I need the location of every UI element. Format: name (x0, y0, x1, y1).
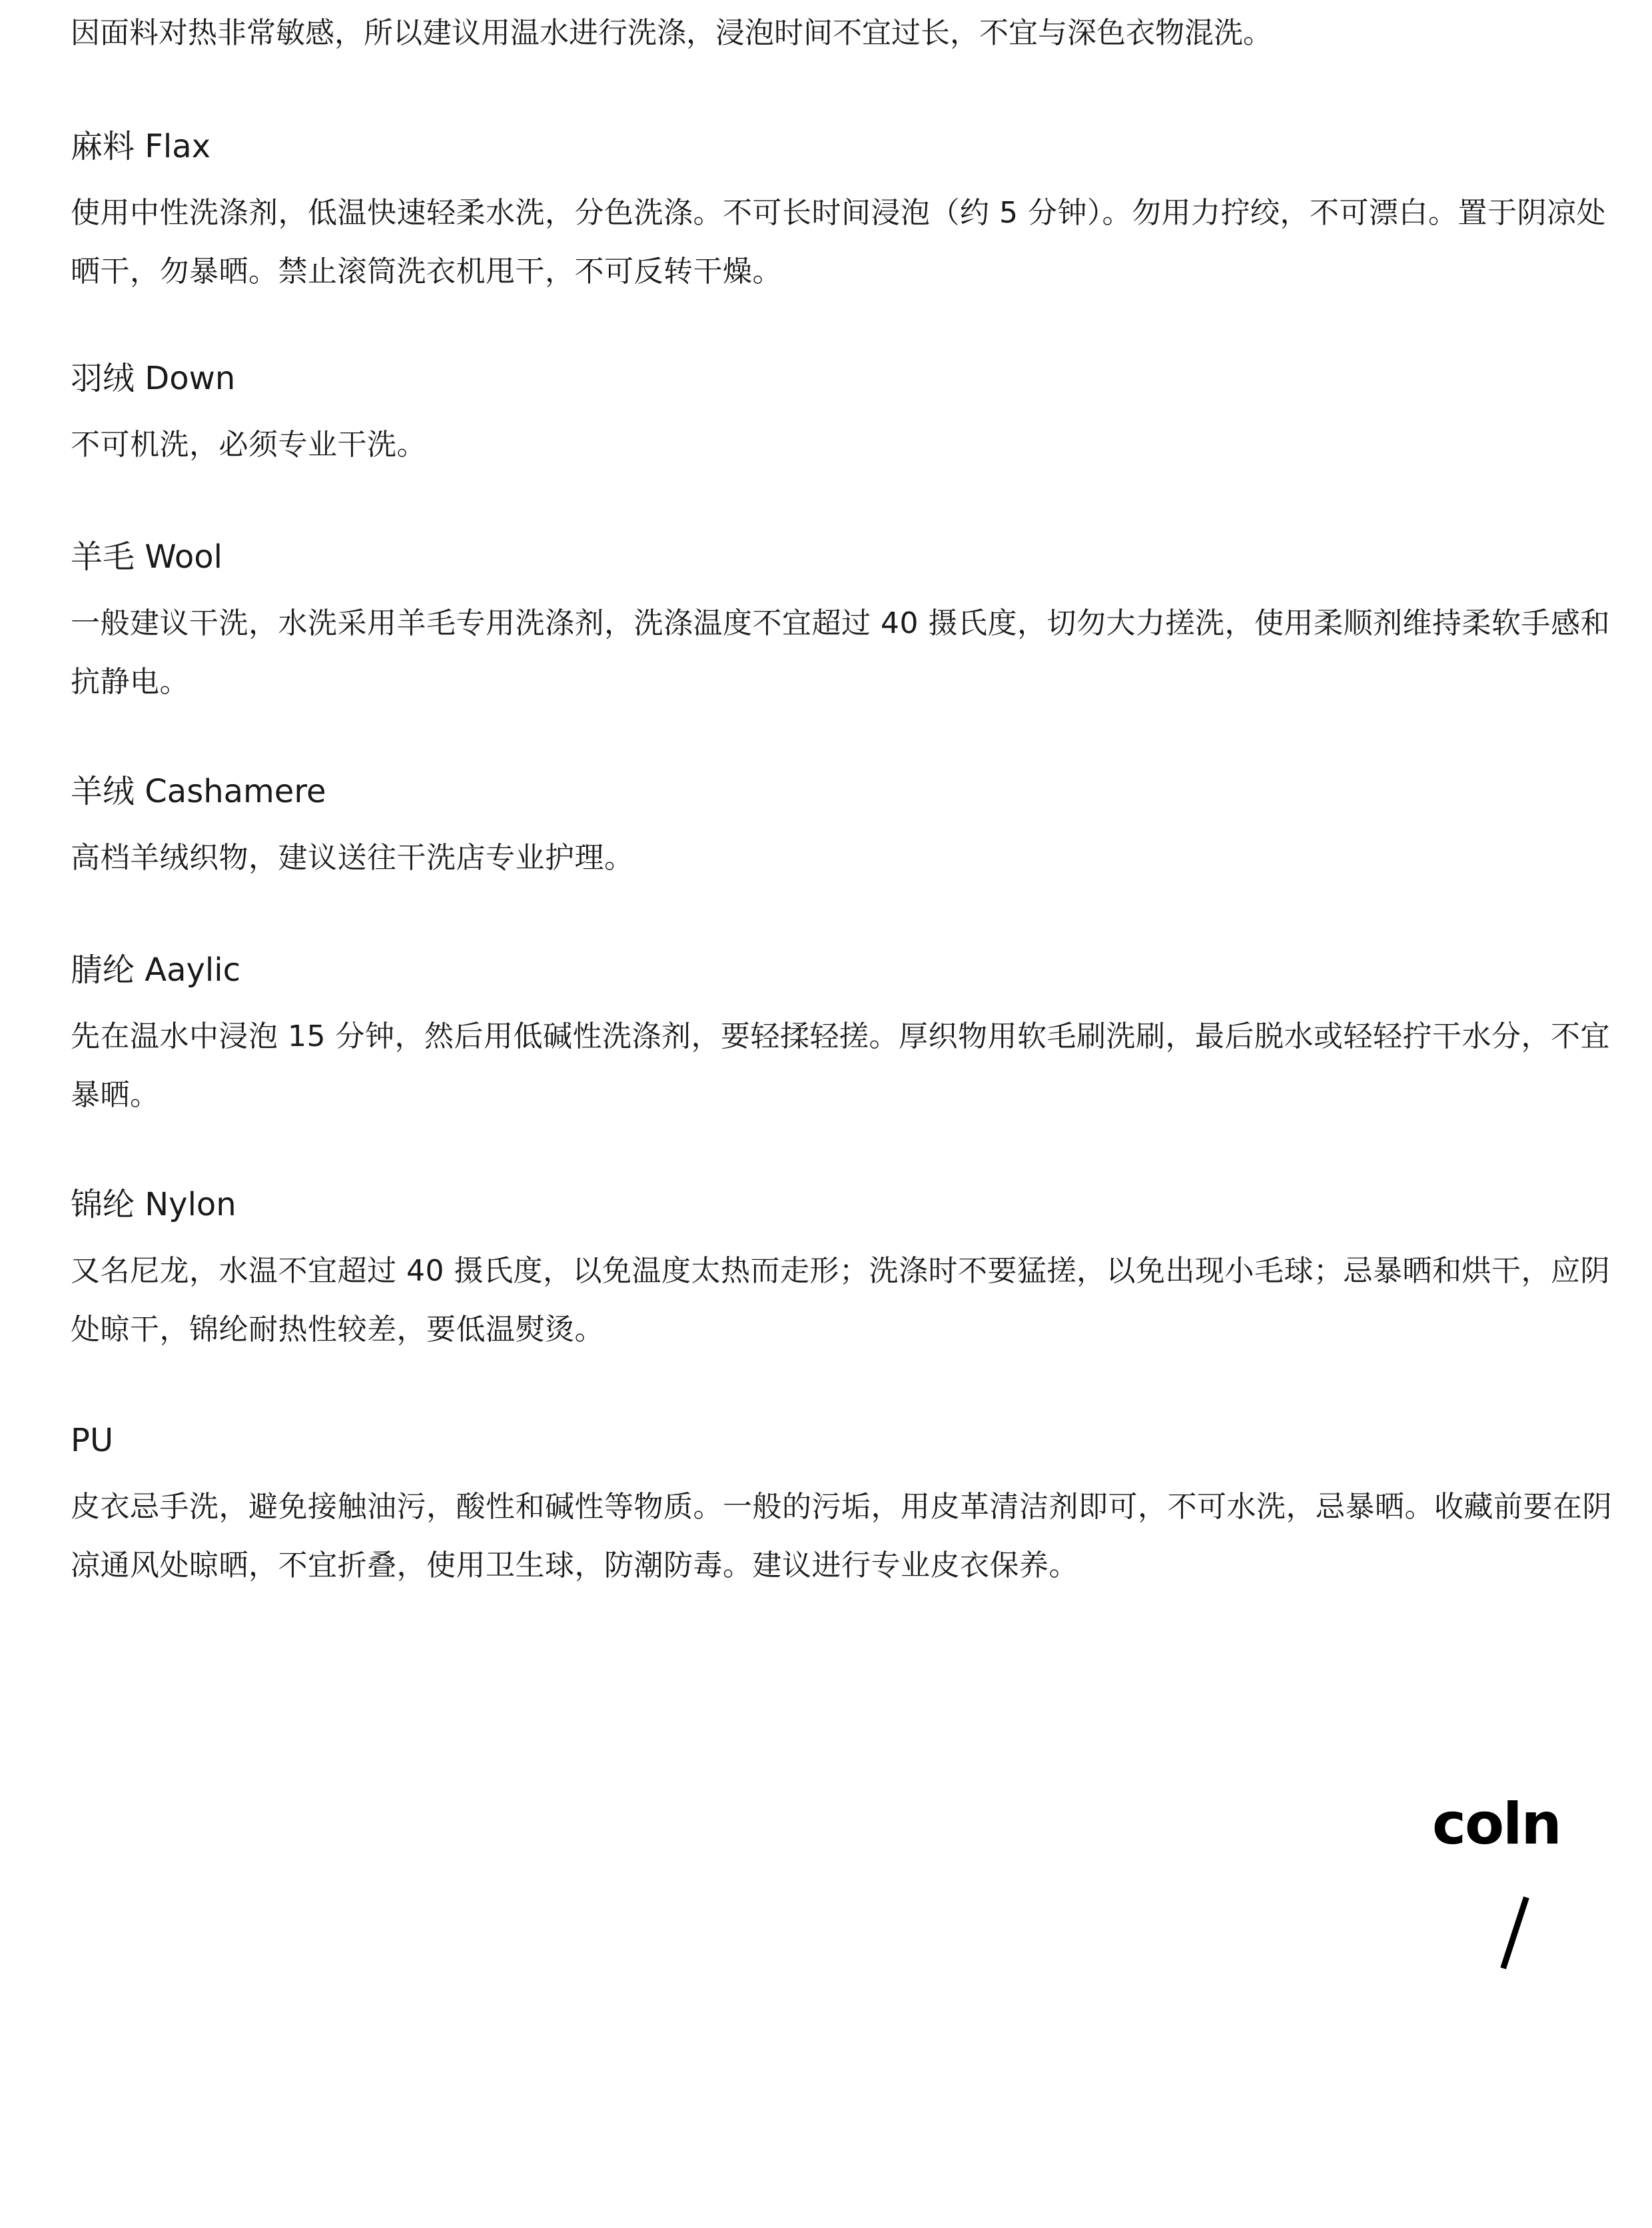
section-title-down: 羽绒 Down (71, 360, 236, 397)
section-title-flax: 麻料 Flax (71, 128, 211, 165)
section-flax (71, 125, 1616, 301)
section-title-pu: PU (71, 1422, 114, 1459)
section-body-nylon: 又名尼龙，水温不宜超过 40 摄氏度，以免温度太热而走形；洗涤时不要猛搓，以免出现小毛球；忌暴晒和烘干，应阴处晾干，锦纶耐热性较差，要低温熨烫。 (71, 1254, 1610, 1347)
section-down (71, 357, 1616, 474)
section-title-nylon: 锦纶 Nylon (71, 1186, 236, 1223)
section-nylon (71, 1183, 1616, 1359)
section-body-down: 不可机洗，必须专业干洗。 (71, 428, 426, 462)
brand-logo: coln (1432, 1791, 1561, 1858)
section-title-acrylic: 腈纶 Aaylic (71, 951, 240, 989)
section-acrylic (71, 949, 1616, 1125)
brand-slash-mark (1495, 1896, 1535, 1969)
section-pu (71, 1419, 1616, 1595)
section-body-acrylic: 先在温水中浸泡 15 分钟，然后用低碱性洗涤剂，要轻揉轻搓。厚织物用软毛刷洗刷，最后脱水或轻轻拧干水分，不宜暴晒。 (71, 1019, 1610, 1112)
section-cashmere (71, 770, 1616, 887)
section-title-wool: 羊毛 Wool (71, 538, 222, 576)
section-body-wool: 一般建议干洗，水洗采用羊毛专用洗涤剂，洗涤温度不宜超过 40 摄氏度，切勿大力搓洗，使用柔顺剂维持柔软手感和抗静电。 (71, 606, 1610, 699)
section-body-pu: 皮衣忌手洗，避免接触油污，酸性和碱性等物质。一般的污垢，用皮革清洁剂即可，不可水洗，忌暴晒。收藏前要在阴凉通风处晾晒，不宜折叠，使用卫生球，防潮防毒。建议进行专业皮衣保养。 (71, 1490, 1612, 1582)
section-body-cashmere: 高档羊绒织物，建议送往干洗店专业护理。 (71, 841, 634, 875)
section-title-cashmere: 羊绒 Cashamere (71, 773, 326, 810)
section-body-flax: 使用中性洗涤剂，低温快速轻柔水洗，分色洗涤。不可长时间浸泡（约 5 分钟）。勿用力拧绞，不可漂白。置于阴凉处晒干，勿暴晒。禁止滚筒洗衣机甩干，不可反转干燥。 (71, 196, 1606, 288)
section-wool (71, 536, 1616, 712)
intro-text: 因面料对热非常敏感，所以建议用温水进行洗涤，浸泡时间不宜过长，不宜与深色衣物混洗。 (71, 16, 1272, 50)
